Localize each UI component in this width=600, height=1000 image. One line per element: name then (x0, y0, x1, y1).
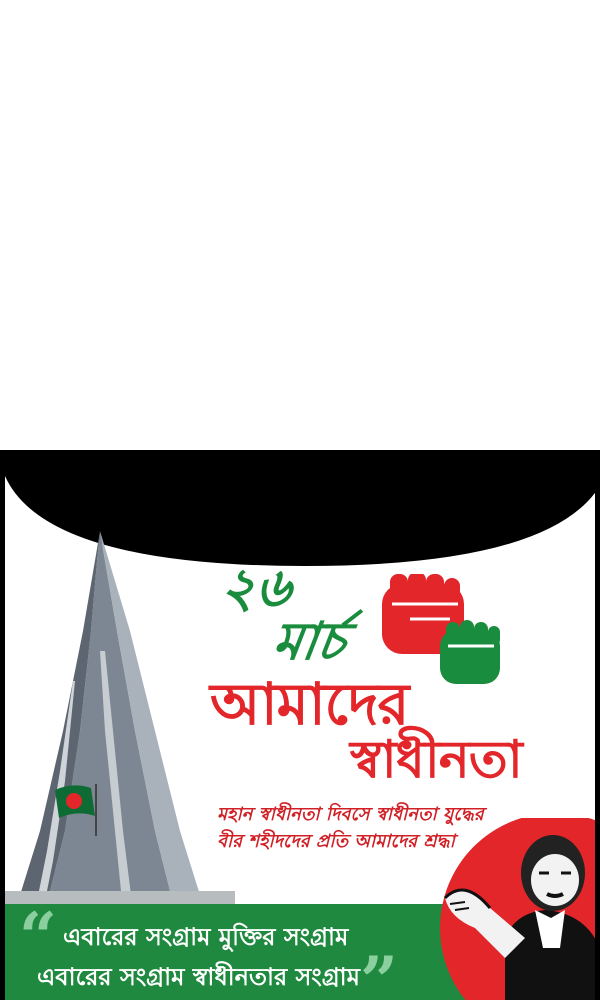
quote-open-icon: “ (19, 898, 57, 976)
tribute-line-1: মহান স্বাধীনতা দিবসে স্বাধীনতা যুদ্ধের (217, 804, 484, 825)
tribute-line-2: বীর শহীদদের প্রতি আমাদের শ্রদ্ধা (217, 831, 455, 852)
date-month: মার্চ (268, 612, 350, 672)
quote-close-icon: ” (360, 942, 398, 1000)
date-heading (209, 556, 394, 672)
monument-icon (5, 531, 235, 911)
headline-line-2: স্বাধীনতা (350, 730, 522, 790)
blank-area (0, 0, 600, 450)
slogan-line-1: এবারের সংগ্রাম মুক্তির সংগ্রাম (63, 923, 349, 951)
headline-line-1: আমাদের (210, 670, 409, 738)
flag-icon (53, 776, 113, 836)
slogan-line-2: এবারের সংগ্রাম স্বাধীনতার সংগ্রাম (37, 963, 360, 991)
portrait-icon (435, 818, 600, 1000)
date-number: ২৬ (216, 556, 296, 619)
photo-frame (0, 450, 600, 1000)
